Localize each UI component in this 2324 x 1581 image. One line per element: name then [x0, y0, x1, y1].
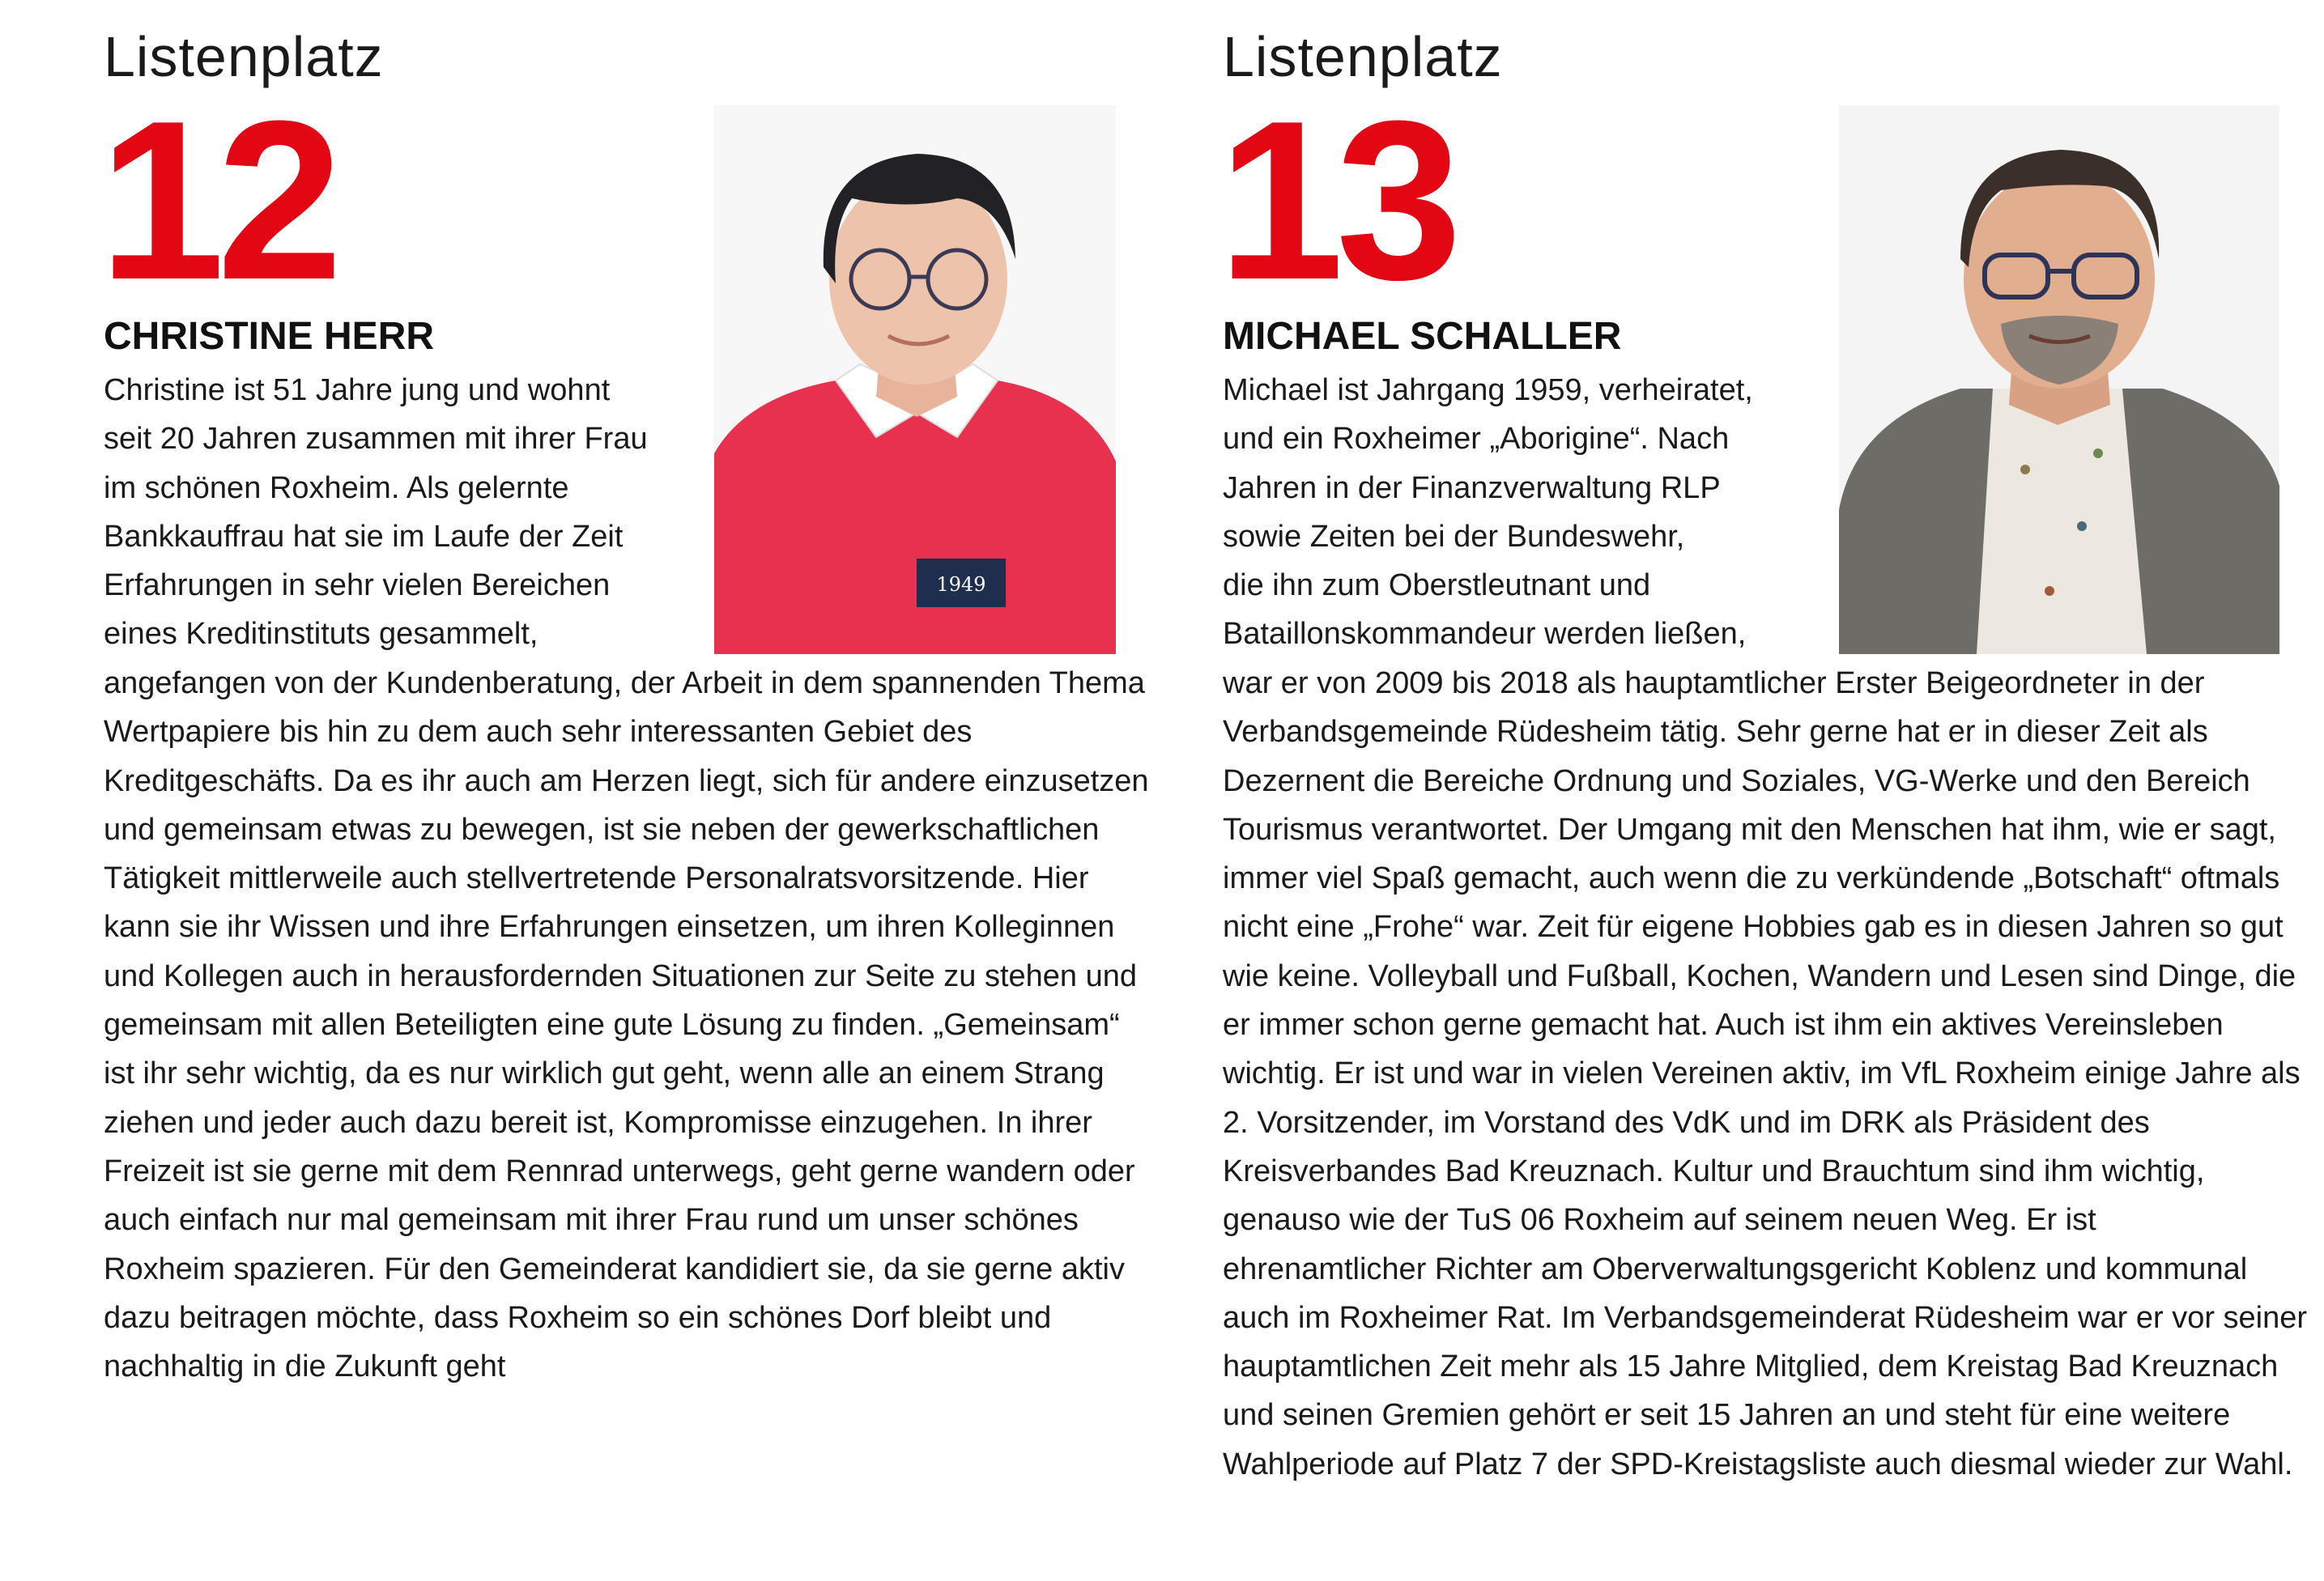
- intro-line: und ein Roxheimer „Aborigine“. Nach: [1223, 422, 1730, 457]
- intro-line: seit 20 Jahren zusammen mit ihrer Frau: [104, 422, 648, 457]
- candidate-photo-michael: [1839, 105, 2279, 654]
- list-number: 13: [1218, 74, 1454, 327]
- bio-text: angefangen von der Kundenberatung, der Arbeit in dem spannenden Thema Wertpapiere bis hin zu dem auch sehr interessanten Gebiet des Kreditgeschäfts. Da es ihr auch am Herzen liegt, sich für andere einzusetzen und gemeinsam etwas zu bewegen, ist sie neben der gewerkschaftlichen Tätigkeit mittlerweile auch stellvertretende Personalratsvorsitzende. Hier kann sie ihr Wissen und ihre Erfahrungen einsetzen, um ihren Kolleginnen und Kollegen auch in herausfordernden Situationen zur Seite zu stehen und gemeinsam mit allen Beteiligten eine gute Lösung zu finden. „Gemeinsam“ ist ihr sehr wichtig, da es nur wirklich gut geht, wenn alle an einem Strang ziehen und jeder auch dazu bereit ist, Kompromisse einzugehen. In ihrer Freizeit ist sie gerne mit dem Rennrad unterwegs, geht gerne wandern oder auch einfach nur mal gemeinsam mit ihrer Frau rund um unser schönes Roxheim spazieren. Für den Gemeinderat kandidiert sie, da sie gerne aktiv dazu beitragen möchte, dass Roxheim so ein schönes Dorf bleibt und nachhaltig in die Zukunft geht: [104, 666, 1149, 1384]
- intro-line: eines Kreditinstituts gesammelt,: [104, 617, 538, 652]
- bio-text: war er von 2009 bis 2018 als hauptamtlicher Erster Beigeordneter in der Verbandsgemeinde Rüdesheim tätig. Sehr gerne hat er in dieser Zeit als Dezernent die Bereiche Ordnung und Soziales, VG-Werke und den Bereich Tourismus verantwortet. Der Umgang mit den Menschen hat ihm, wie er sagt, immer viel Spaß gemacht, auch wenn die zu verkündende „Botschaft“ oftmals nicht eine „Frohe“ war. Zeit für eigene Hobbies gab es in diesen Jahren so gut wie keine. Volleyball und Fußball, Kochen, Wandern und Lesen sind Dinge, die er immer schon gerne gemacht hat. Auch ist ihm ein aktives Vereinsleben wichtig. Er ist und war in vielen Vereinen aktiv, im VfL Roxheim einige Jahre als 2. Vorsitzender, im Vorstand des VdK und im DRK als Präsident des Kreisverbandes Bad Kreuznach. Kultur und Brauchtum sind ihm wichtig, genauso wie der TuS 06 Roxheim auf seinem neuen Weg. Er ist ehrenamtlicher Richter am Oberverwaltungsgericht Koblenz und kommunal auch im Roxheimer Rat. Im Verbandsgemeinderat Rüdesheim war er vor seiner hauptamtlichen Zeit mehr als 15 Jahre Mitglied, dem Kreistag Bad Kreuznach und seinen Gremien gehört er seit 15 Jahren an und steht für eine weitere Wahlperiode auf Platz 7 der SPD-Kreistagsliste auch diesmal wieder zur Wahl.: [1223, 666, 2308, 1481]
- list-label: Listenplatz: [104, 25, 384, 88]
- candidate-photo-christine: [714, 105, 1116, 654]
- list-number: 12: [99, 74, 335, 327]
- intro-text: [1223, 366, 1753, 659]
- shirt-print: 1949: [936, 573, 986, 596]
- list-label: Listenplatz: [1223, 25, 1503, 88]
- intro-text: [104, 366, 648, 659]
- intro-line: die ihn zum Oberstleutnant und: [1223, 568, 1651, 603]
- intro-line: sowie Zeiten bei der Bundeswehr,: [1223, 519, 1685, 554]
- intro-line: Bankkauffrau hat sie im Laufe der Zeit: [104, 519, 624, 554]
- candidate-name: CHRISTINE HERR: [104, 315, 435, 358]
- intro-line: im schönen Roxheim. Als gelernte: [104, 470, 569, 505]
- portrait-illustration: [714, 105, 1116, 654]
- portrait-illustration: [1839, 105, 2279, 654]
- intro-line: Michael ist Jahrgang 1959, verheiratet,: [1223, 373, 1753, 407]
- intro-line: Christine ist 51 Jahre jung und wohnt: [104, 373, 611, 407]
- intro-line: Erfahrungen in sehr vielen Bereichen: [104, 568, 611, 603]
- intro-line: Jahren in der Finanzverwaltung RLP: [1223, 470, 1721, 505]
- intro-line: Bataillonskommandeur werden ließen,: [1223, 617, 1747, 652]
- candidate-name: MICHAEL SCHALLER: [1223, 315, 1622, 358]
